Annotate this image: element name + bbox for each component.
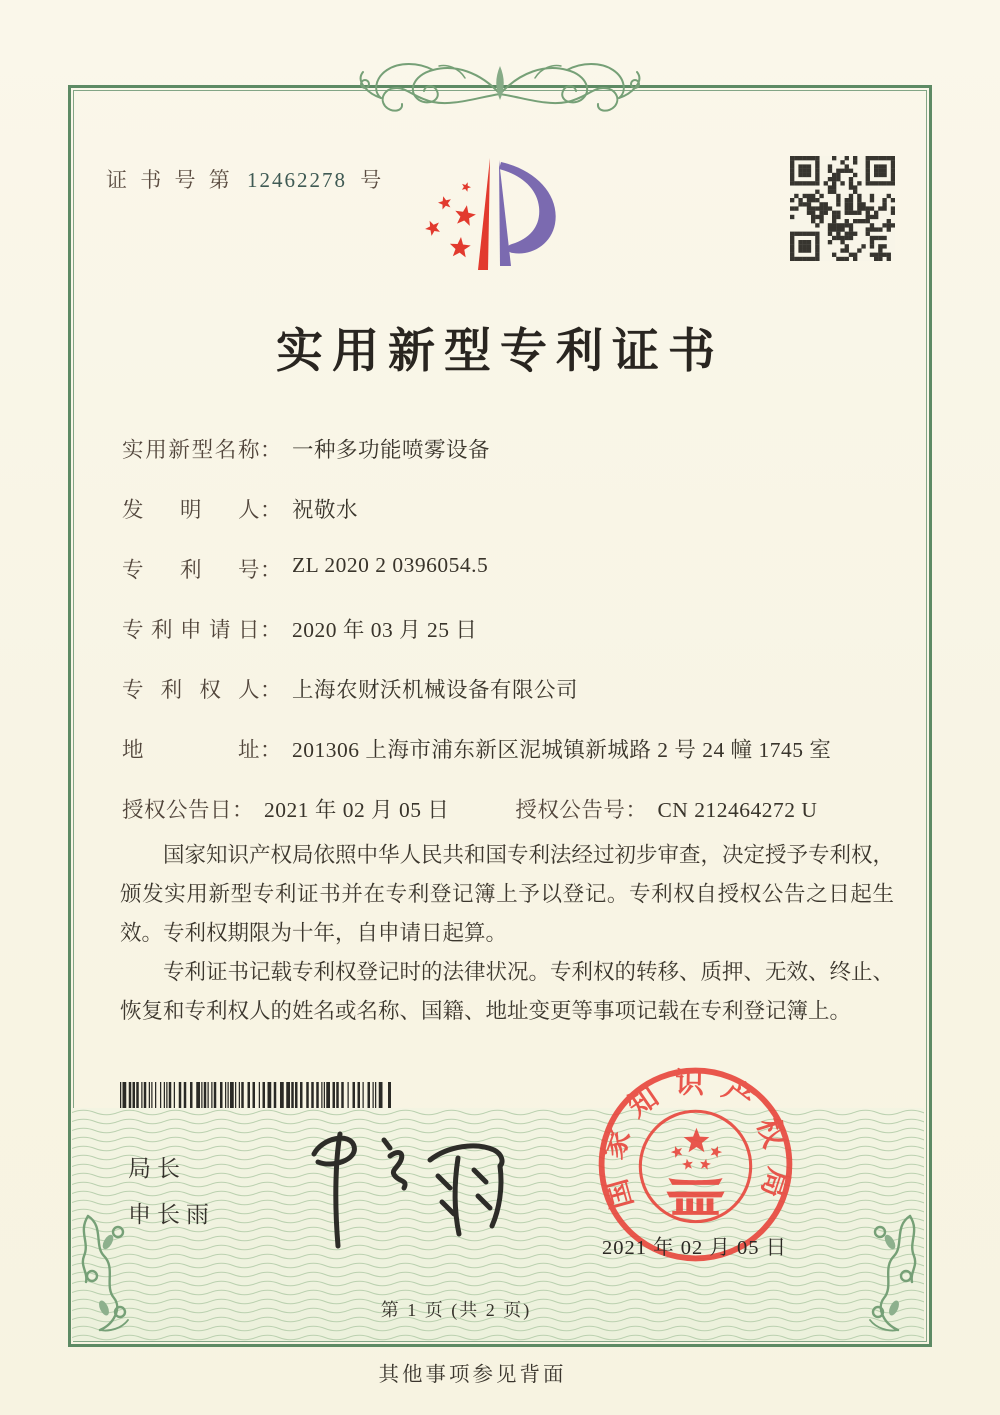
commissioner-name: 申长雨: [128, 1202, 215, 1227]
field-label: 专利申请日: [122, 618, 260, 642]
back-side-note: 其他事项参见背面: [378, 1364, 567, 1386]
field-colon: ：: [260, 618, 283, 642]
commissioner-block: [128, 1146, 215, 1238]
certificate-number-prefix: 证 书 号 第: [106, 168, 234, 192]
field-value: ZL 2020 2 0396054.5: [292, 553, 489, 577]
field-colon: ：: [260, 438, 283, 462]
grant-no-group: [515, 793, 817, 824]
field-value: 201306 上海市浦东新区泥城镇新城路 2 号 24 幢 1745 室: [292, 738, 832, 762]
certificate-title: 实用新型专利证书: [276, 326, 724, 378]
page-number: 第 1 页 (共 2 页): [380, 1300, 532, 1320]
field-colon: ：: [232, 798, 255, 822]
certificate-number-value: 12462278: [247, 168, 347, 192]
field-row-name: [122, 433, 908, 493]
field-row-patent-no: [122, 553, 908, 613]
grant-date-value: 2021 年 02 月 05 日: [264, 798, 450, 822]
field-colon: ：: [260, 558, 283, 582]
legal-paragraph-2: 专利证书记载专利权登记时的法律状况。专利权的转移、质押、无效、终止、恢复和专利权人的姓名或名称、国籍、地址变更等事项记载在专利登记簿上。: [120, 960, 895, 1023]
field-label: 专利权人: [122, 678, 260, 702]
field-row-address: [122, 733, 908, 793]
field-colon: ：: [260, 498, 283, 522]
field-row-patentee: [122, 673, 908, 733]
seal-ring-text: 国家知识产权局: [596, 1067, 795, 1217]
field-list: [122, 433, 908, 853]
field-colon: ：: [260, 678, 283, 702]
field-label: 专利号: [122, 558, 260, 582]
field-value: 上海农财沃机械设备有限公司: [292, 678, 579, 702]
grant-no-label: 授权公告号: [515, 798, 626, 822]
grant-no-value: CN 212464272 U: [657, 798, 818, 822]
seal-date: 2021 年 02 月 05 日: [602, 1237, 788, 1259]
commissioner-title: 局长: [128, 1156, 186, 1181]
handwritten-signature-icon: [262, 1116, 514, 1258]
field-label: 发明人: [122, 498, 260, 522]
certificate-number-suffix: 号: [360, 168, 386, 192]
field-label: 地址: [122, 738, 260, 762]
top-flourish-ornament-icon: [335, 54, 665, 120]
field-row-filing-date: [122, 613, 908, 673]
legal-text-block: [120, 836, 894, 1031]
field-label: 实用新型名称: [122, 438, 260, 462]
grant-date-label: 授权公告日: [122, 798, 233, 822]
field-row-inventor: [122, 493, 908, 553]
field-value: 2020 年 03 月 25 日: [292, 618, 478, 642]
field-value: 祝敬水: [292, 498, 359, 522]
grant-date-group: [122, 793, 449, 824]
qr-code-icon: [790, 156, 895, 261]
field-colon: ：: [625, 798, 648, 822]
field-colon: ：: [260, 738, 283, 762]
cnipa-logo-icon: [410, 140, 590, 300]
legal-paragraph-1: 国家知识产权局依照中华人民共和国专利法经过初步审查，决定授予专利权，颁发实用新型专利证书并在专利登记簿上予以登记。专利权自授权公告之日起生效。专利权期限为十年，自申请日起算。: [120, 843, 895, 945]
field-value: 一种多功能喷雾设备: [292, 438, 491, 462]
barcode-icon: [120, 1082, 392, 1108]
certificate-number-line: [106, 164, 385, 194]
